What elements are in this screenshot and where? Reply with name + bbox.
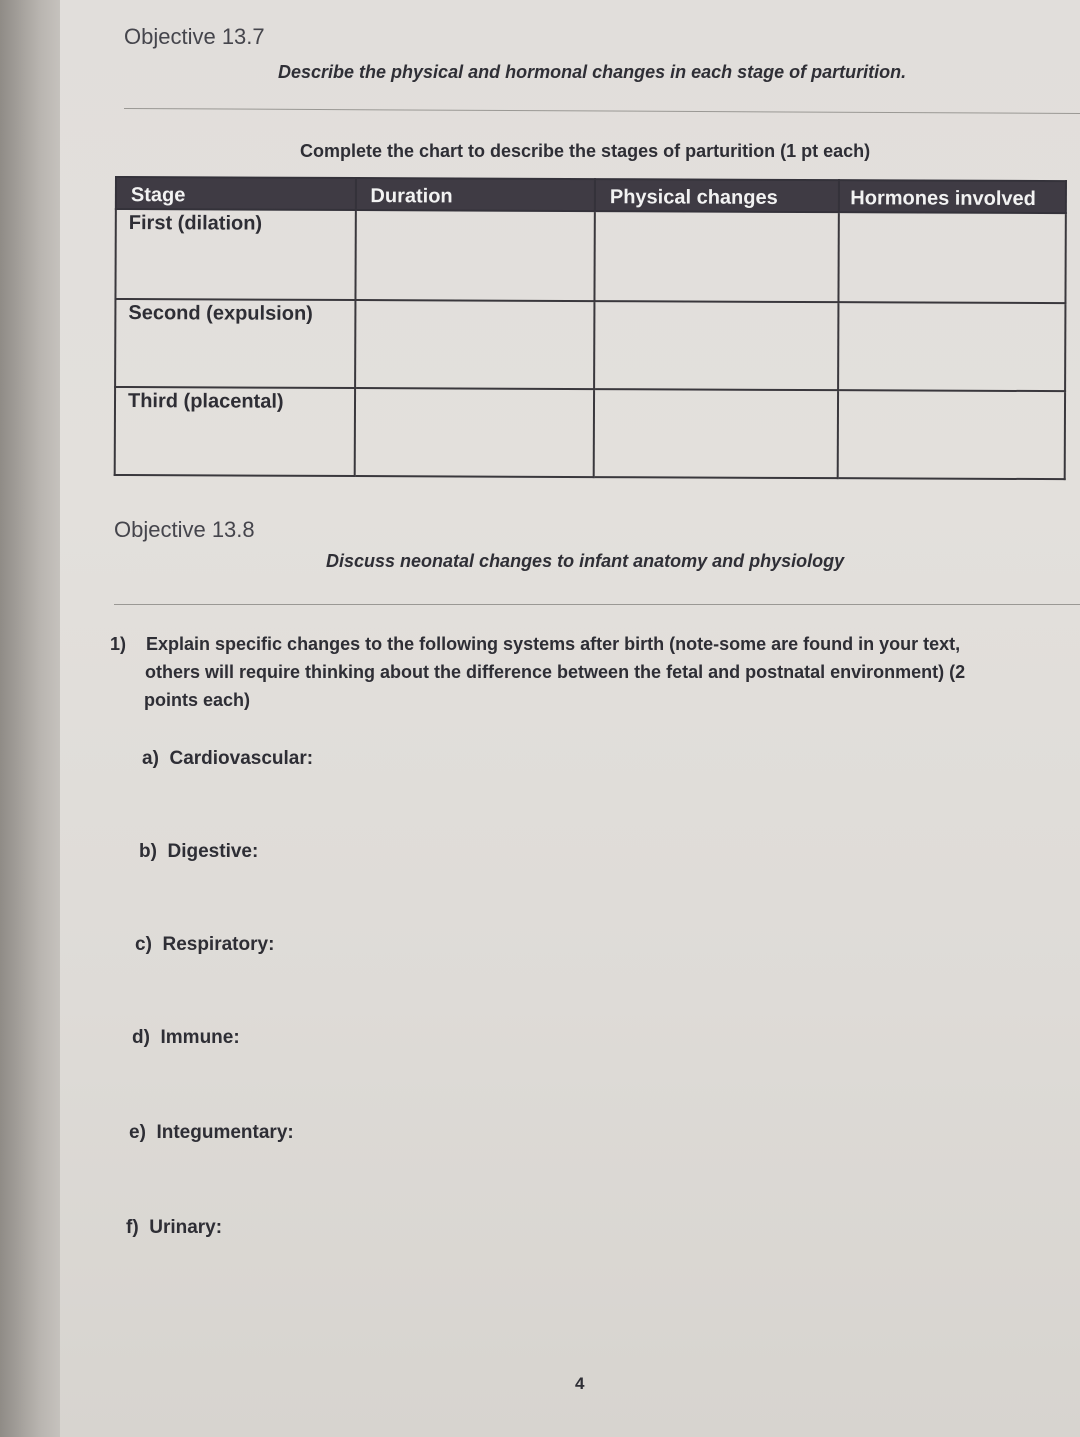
- physical-changes-cell[interactable]: [594, 211, 839, 302]
- parturition-stages-table: [114, 176, 1067, 480]
- item-letter: b): [139, 841, 157, 862]
- question-text-line-3: points each): [144, 690, 251, 710]
- list-item-urinary: [126, 1217, 222, 1239]
- stage-cell: First (dilation): [115, 209, 355, 300]
- chart-instruction: Complete the chart to describe the stages of parturition (1 pt each): [300, 141, 871, 161]
- list-item-cardiovascular: [142, 748, 313, 770]
- question-number: 1): [110, 634, 127, 654]
- hormones-cell[interactable]: [839, 212, 1066, 303]
- physical-changes-cell[interactable]: [594, 301, 839, 390]
- question-text-line-1: Explain specific changes to the following systems after birth (note-some are found in your text,: [146, 634, 961, 654]
- item-letter: d): [132, 1027, 150, 1048]
- list-item-integumentary: [129, 1122, 294, 1144]
- item-letter: f): [126, 1217, 139, 1238]
- divider-line: [114, 604, 1080, 605]
- duration-cell[interactable]: [355, 300, 595, 389]
- column-header-hormones-involved: Hormones involved: [839, 180, 1066, 213]
- column-header-stage: Stage: [116, 177, 356, 210]
- table-row: [115, 299, 1065, 391]
- item-label: Immune:: [160, 1027, 240, 1048]
- item-letter: e): [129, 1122, 146, 1143]
- page-number: 4: [575, 1374, 585, 1393]
- list-item-immune: [132, 1027, 240, 1049]
- item-letter: c): [135, 934, 152, 955]
- stage-cell: Second (expulsion): [115, 299, 355, 388]
- question-text-line-2: others will require thinking about the difference between the fetal and postnatal environment) (2: [145, 662, 966, 682]
- stage-cell: Third (placental): [115, 387, 355, 476]
- item-label: Respiratory:: [162, 934, 275, 955]
- table-row: [115, 387, 1065, 479]
- duration-cell[interactable]: [354, 388, 594, 477]
- duration-cell[interactable]: [355, 210, 595, 301]
- item-label: Digestive:: [167, 841, 259, 862]
- physical-changes-cell[interactable]: [594, 389, 839, 478]
- table-header-row: [116, 177, 1066, 213]
- objective-13-8-description: Discuss neonatal changes to infant anatomy and physiology: [326, 551, 845, 571]
- item-label: Integumentary:: [156, 1122, 294, 1143]
- item-label: Cardiovascular:: [169, 748, 314, 769]
- objective-13-7-heading: Objective 13.7: [124, 24, 265, 49]
- hormones-cell[interactable]: [838, 302, 1065, 391]
- table-row: [115, 209, 1065, 303]
- hormones-cell[interactable]: [838, 390, 1065, 479]
- column-header-physical-changes: Physical changes: [595, 179, 840, 212]
- list-item-digestive: [139, 841, 258, 863]
- item-label: Urinary:: [149, 1217, 223, 1238]
- objective-13-8-heading: Objective 13.8: [114, 517, 255, 542]
- column-header-duration: Duration: [355, 178, 595, 211]
- objective-13-7-description: Describe the physical and hormonal changes in each stage of parturition.: [278, 62, 907, 82]
- item-letter: a): [142, 748, 159, 769]
- list-item-respiratory: [135, 934, 274, 956]
